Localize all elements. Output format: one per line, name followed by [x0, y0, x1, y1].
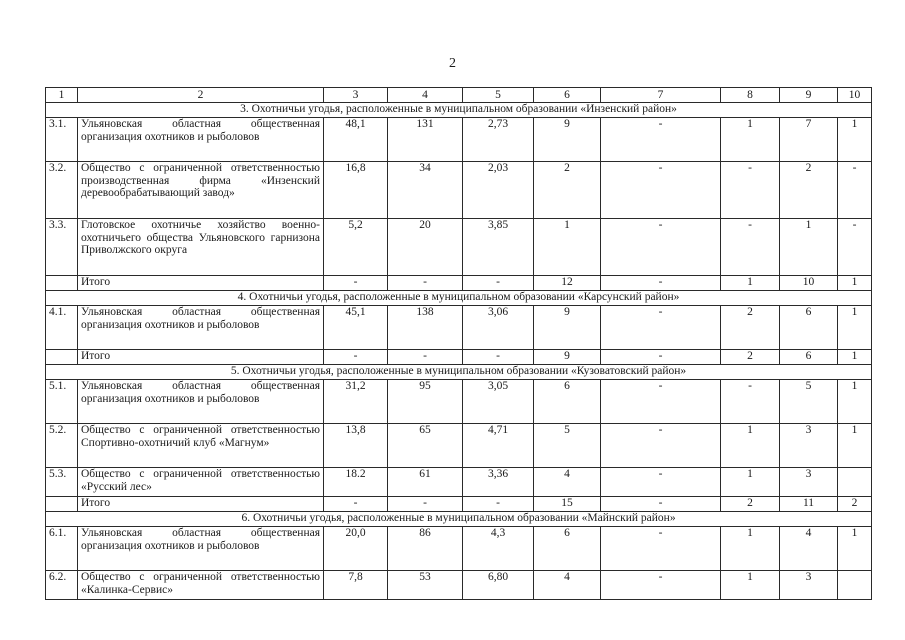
total-col4: - [388, 497, 463, 512]
cell-col8: 1 [721, 527, 780, 571]
total-col8: 2 [721, 497, 780, 512]
cell-col8: - [721, 162, 780, 219]
total-col10: 1 [838, 350, 872, 365]
total-col7: - [601, 497, 721, 512]
total-col5: - [463, 350, 534, 365]
cell-col7: - [601, 306, 721, 350]
total-col5: - [463, 497, 534, 512]
total-label: Итого [78, 276, 324, 291]
organization-name: Ульяновская областная общественная организация охотников и рыболовов [78, 527, 324, 571]
section-title-row [46, 365, 872, 380]
cell-col8: 1 [721, 424, 780, 468]
table-row [46, 219, 872, 276]
table-row [46, 468, 872, 497]
total-col9: 11 [780, 497, 838, 512]
cell-col3: 20,0 [324, 527, 388, 571]
cell-col6: 9 [534, 306, 601, 350]
cell-col9: 2 [780, 162, 838, 219]
organization-name: Ульяновская областная общественная организация охотников и рыболовов [78, 118, 324, 162]
table-row [46, 162, 872, 219]
total-col3: - [324, 497, 388, 512]
table-row [46, 571, 872, 600]
cell-col5: 4,71 [463, 424, 534, 468]
total-col7: - [601, 350, 721, 365]
total-col10: 1 [838, 276, 872, 291]
cell-col9: 7 [780, 118, 838, 162]
cell-col8: 1 [721, 118, 780, 162]
cell-col4: 138 [388, 306, 463, 350]
total-col9: 10 [780, 276, 838, 291]
total-col6: 15 [534, 497, 601, 512]
section-title-row [46, 103, 872, 118]
section-title-row [46, 291, 872, 306]
cell-col6: 5 [534, 424, 601, 468]
total-col10: 2 [838, 497, 872, 512]
cell-col9: 3 [780, 424, 838, 468]
cell-col7: - [601, 219, 721, 276]
col-header-4: 4 [388, 88, 463, 103]
cell-col3: 48,1 [324, 118, 388, 162]
cell-col3: 31,2 [324, 380, 388, 424]
total-row [46, 350, 872, 365]
total-col5: - [463, 276, 534, 291]
cell-col4: 53 [388, 571, 463, 600]
col-header-3: 3 [324, 88, 388, 103]
table-row [46, 424, 872, 468]
col-header-8: 8 [721, 88, 780, 103]
section-title: 3. Охотничьи угодья, расположенные в муниципальном образовании «Инзенский район» [46, 103, 872, 118]
total-col4: - [388, 350, 463, 365]
cell-col4: 86 [388, 527, 463, 571]
cell-col5: 4,3 [463, 527, 534, 571]
organization-name: Общество с ограниченной ответственностью «Русский лес» [78, 468, 324, 497]
cell-col3: 5,2 [324, 219, 388, 276]
cell-col7: - [601, 380, 721, 424]
cell-col4: 65 [388, 424, 463, 468]
total-row [46, 276, 872, 291]
row-number: 3.3. [46, 219, 78, 276]
cell-col3: 13,8 [324, 424, 388, 468]
cell-col4: 34 [388, 162, 463, 219]
cell-col10: 1 [838, 306, 872, 350]
total-col6: 12 [534, 276, 601, 291]
cell-col4: 20 [388, 219, 463, 276]
total-col9: 6 [780, 350, 838, 365]
cell-col5: 3,36 [463, 468, 534, 497]
cell-col8: 1 [721, 571, 780, 600]
cell-col5: 3,06 [463, 306, 534, 350]
section-title: 6. Охотничьи угодья, расположенные в муниципальном образовании «Майнский район» [46, 512, 872, 527]
cell-col5: 3,05 [463, 380, 534, 424]
cell-col9: 1 [780, 219, 838, 276]
row-number: 6.2. [46, 571, 78, 600]
cell-col9: 6 [780, 306, 838, 350]
cell-col4: 131 [388, 118, 463, 162]
cell-col3: 16,8 [324, 162, 388, 219]
cell-col10: - [838, 162, 872, 219]
cell-col8: 1 [721, 468, 780, 497]
total-label: Итого [78, 350, 324, 365]
section-title: 4. Охотничьи угодья, расположенные в муниципальном образовании «Карсунский район» [46, 291, 872, 306]
table-row [46, 380, 872, 424]
total-col6: 9 [534, 350, 601, 365]
column-number-row [46, 88, 872, 103]
col-header-7: 7 [601, 88, 721, 103]
col-header-9: 9 [780, 88, 838, 103]
cell-col5: 2,73 [463, 118, 534, 162]
table-row [46, 306, 872, 350]
total-col8: 1 [721, 276, 780, 291]
organization-name: Общество с ограниченной ответственностью «Калинка-Сервис» [78, 571, 324, 600]
col-header-1: 1 [46, 88, 78, 103]
cell-col7: - [601, 468, 721, 497]
table-row [46, 527, 872, 571]
cell-col6: 6 [534, 527, 601, 571]
total-col7: - [601, 276, 721, 291]
cell-col9: 5 [780, 380, 838, 424]
col-header-10: 10 [838, 88, 872, 103]
col-header-5: 5 [463, 88, 534, 103]
organization-name: Общество с ограниченной ответственностью Спортивно-охотничий клуб «Магнум» [78, 424, 324, 468]
cell-col6: 6 [534, 380, 601, 424]
page-number: 2 [449, 56, 456, 71]
cell-col7: - [601, 118, 721, 162]
row-number: 5.3. [46, 468, 78, 497]
col-header-2: 2 [78, 88, 324, 103]
organization-name: Общество с ограниченной ответственностью производственная фирма «Инзенский деревообрабатывающий завод» [78, 162, 324, 219]
cell-col7: - [601, 527, 721, 571]
cell-col6: 9 [534, 118, 601, 162]
cell-col3: 7,8 [324, 571, 388, 600]
total-label: Итого [78, 497, 324, 512]
total-col3: - [324, 276, 388, 291]
table-row [46, 118, 872, 162]
cell-col10 [838, 571, 872, 600]
cell-col7: - [601, 162, 721, 219]
cell-col4: 95 [388, 380, 463, 424]
cell-col3: 18.2 [324, 468, 388, 497]
row-number: 5.1. [46, 380, 78, 424]
total-row [46, 497, 872, 512]
cell-col10: 1 [838, 118, 872, 162]
cell-col10: 1 [838, 380, 872, 424]
cell-col5: 6,80 [463, 571, 534, 600]
organization-name: Ульяновская областная общественная организация охотников и рыболовов [78, 380, 324, 424]
cell-col9: 3 [780, 468, 838, 497]
cell-col10: 1 [838, 424, 872, 468]
cell-col10: - [838, 219, 872, 276]
section-title-row [46, 512, 872, 527]
cell-col6: 2 [534, 162, 601, 219]
row-number: 3.2. [46, 162, 78, 219]
cell-col6: 1 [534, 219, 601, 276]
total-col8: 2 [721, 350, 780, 365]
cell-col6: 4 [534, 468, 601, 497]
cell-col8: 2 [721, 306, 780, 350]
section-title: 5. Охотничьи угодья, расположенные в муниципальном образовании «Кузоватовский район» [46, 365, 872, 380]
cell-col9: 3 [780, 571, 838, 600]
row-number: 3.1. [46, 118, 78, 162]
row-number: 4.1. [46, 306, 78, 350]
cell-col5: 3,85 [463, 219, 534, 276]
cell-col10 [838, 468, 872, 497]
row-number: 5.2. [46, 424, 78, 468]
total-col3: - [324, 350, 388, 365]
cell-col6: 4 [534, 571, 601, 600]
cell-col7: - [601, 424, 721, 468]
cell-col4: 61 [388, 468, 463, 497]
cell-col5: 2,03 [463, 162, 534, 219]
organization-name: Глотовское охотничье хозяйство военно-охотничьего общества Ульяновского гарнизона Приволжского округа [78, 219, 324, 276]
organization-name: Ульяновская областная общественная организация охотников и рыболовов [78, 306, 324, 350]
cell-col3: 45,1 [324, 306, 388, 350]
cell-col9: 4 [780, 527, 838, 571]
col-header-6: 6 [534, 88, 601, 103]
row-number: 6.1. [46, 527, 78, 571]
cell-col8: - [721, 380, 780, 424]
hunting-grounds-table [45, 87, 872, 600]
cell-col10: 1 [838, 527, 872, 571]
cell-col8: - [721, 219, 780, 276]
cell-col7: - [601, 571, 721, 600]
total-col4: - [388, 276, 463, 291]
